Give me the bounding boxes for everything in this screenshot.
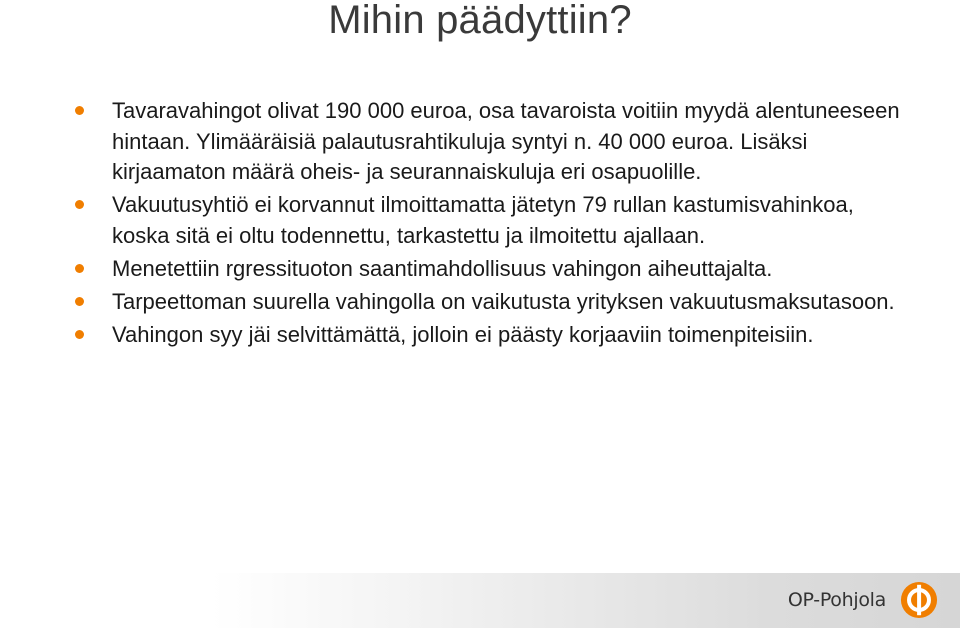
bullet-item [0, 190, 960, 251]
bullet-text: Tavaravahingot olivat 190 000 euroa, osa tavaroista voitiin myydä alentuneeseen hintaan. Ylimääräisiä palautusrahtikuluja syntyi n. 40 000 euroa. Lisäksi kirjaamaton määrä oheis- ja seurannaiskuluja eri osapuolille. [112, 98, 900, 184]
bullet-text: Vahingon syy jäi selvittämättä, jolloin ei päästy korjaaviin toimenpiteisiin. [112, 321, 814, 347]
bullet-dot-icon [75, 264, 84, 273]
bullet-dot-icon [75, 330, 84, 339]
bullet-item [0, 287, 960, 318]
bullet-dot-icon [75, 297, 84, 306]
bullet-item [0, 320, 960, 351]
slide-title: Mihin päädyttiin? [328, 0, 632, 42]
bullet-dot-icon [75, 200, 84, 209]
bullet-text: Tarpeettoman suurella vahingolla on vaikutusta yrityksen vakuutusmaksutasoon. [112, 288, 895, 314]
bullet-item [0, 254, 960, 285]
bullet-item [0, 96, 960, 188]
bullet-list [0, 96, 960, 353]
logo-text: OP-Pohjola [787, 589, 886, 611]
op-pohjola-logo [788, 580, 938, 620]
bullet-dot-icon [75, 106, 84, 115]
op-logo-icon [900, 581, 938, 619]
bullet-text: Menetettiin rgressituoton saantimahdollisuus vahingon aiheuttajalta. [112, 255, 773, 281]
bullet-text: Vakuutusyhtiö ei korvannut ilmoittamatta jätetyn 79 rullan kastumisvahinkoa, koska sitä ei oltu todennettu, tarkastettu ja ilmoitettu ajallaan. [112, 192, 854, 248]
